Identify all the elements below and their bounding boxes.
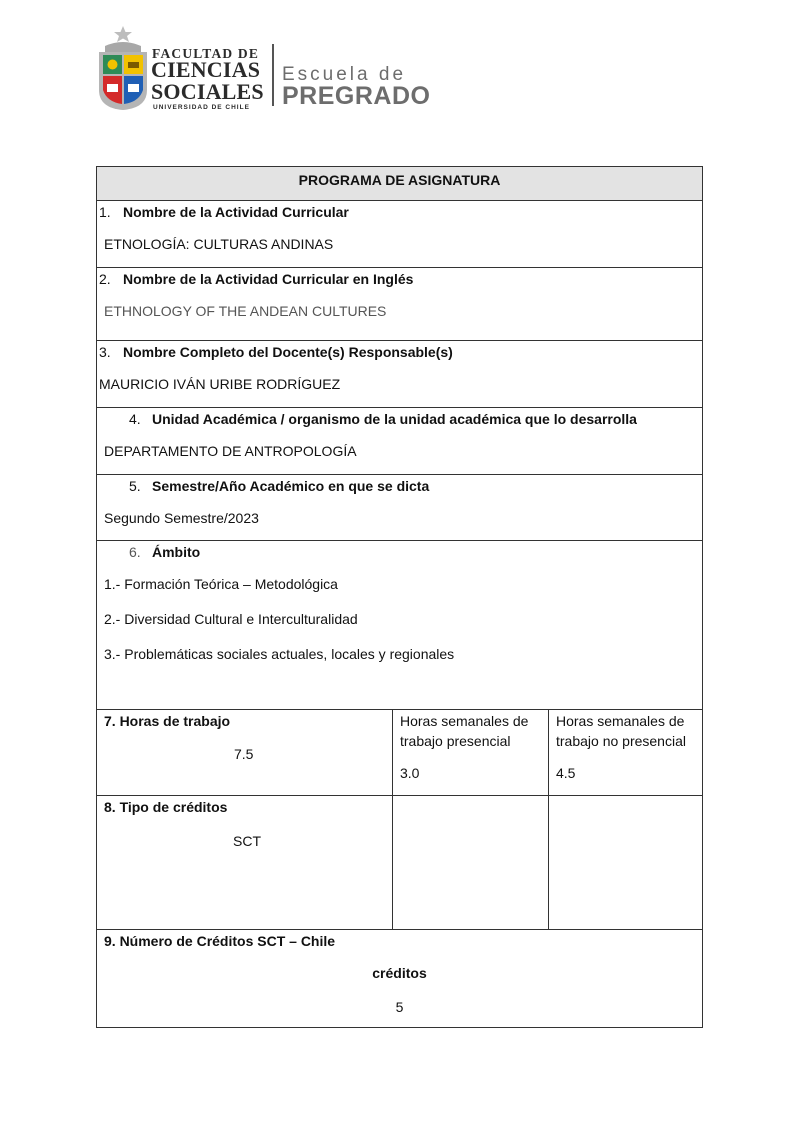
non-presencial-hours-label: Horas semanales de [556, 713, 685, 729]
scope-item: 2.- Diversidad Cultural e Interculturalidad [104, 611, 358, 627]
presencial-hours-label: trabajo presencial [400, 733, 511, 749]
credit-number-value: 5 [395, 999, 404, 1015]
divider [97, 474, 702, 475]
divider [97, 795, 702, 796]
section-number: 5. [129, 478, 141, 494]
course-program-form [96, 166, 703, 1028]
work-hours-total: 7.5 [234, 746, 254, 762]
section-label: Nombre de la Actividad Curricular [123, 204, 349, 220]
divider [97, 200, 702, 201]
section-number: 3. [99, 344, 111, 360]
academic-unit-value: DEPARTAMENTO DE ANTROPOLOGÍA [104, 443, 357, 459]
credit-type-label: 8. Tipo de créditos [104, 799, 228, 815]
form-title: PROGRAMA DE ASIGNATURA [298, 172, 501, 188]
section-number: 1. [99, 204, 111, 220]
section-label: Ámbito [152, 544, 201, 560]
semester-value: Segundo Semestre/2023 [104, 510, 259, 526]
presencial-hours-label: Horas semanales de [400, 713, 529, 729]
credit-number-label: 9. Número de Créditos SCT – Chile [104, 933, 336, 949]
work-hours-label: 7. Horas de trabajo [104, 713, 231, 729]
section-label: Nombre de la Actividad Curricular en Inglés [123, 271, 414, 287]
university-seal-icon [97, 24, 149, 112]
faculty-logo [97, 24, 437, 114]
column-divider [392, 709, 393, 929]
divider [97, 929, 702, 930]
section-number: 6. [129, 544, 141, 560]
section-label: Unidad Académica / organismo de la unidad académica que lo desarrolla [152, 411, 637, 427]
activity-name-english-value: ETHNOLOGY OF THE ANDEAN CULTURES [104, 303, 387, 319]
divider [97, 540, 702, 541]
section-number: 4. [129, 411, 141, 427]
section-label: Nombre Completo del Docente(s) Responsable(s) [123, 344, 453, 360]
section-number: 2. [99, 271, 111, 287]
activity-name-value: ETNOLOGÍA: CULTURAS ANDINAS [104, 236, 334, 252]
non-presencial-hours-value: 4.5 [556, 765, 576, 781]
non-presencial-hours-label: trabajo no presencial [556, 733, 686, 749]
school-line-1: Escuela de [282, 64, 407, 85]
divider [97, 709, 702, 710]
school-line-2: PREGRADO [282, 82, 431, 110]
section-label: Semestre/Año Académico en que se dicta [152, 478, 430, 494]
scope-item: 1.- Formación Teórica – Metodológica [104, 576, 338, 592]
presencial-hours-value: 3.0 [400, 765, 420, 781]
divider [97, 340, 702, 341]
column-divider [548, 709, 549, 929]
faculty-line-2: CIENCIAS [151, 57, 261, 82]
credit-type-value: SCT [233, 833, 261, 849]
credit-unit-label: créditos [372, 965, 427, 981]
divider [97, 407, 702, 408]
scope-item: 3.- Problemáticas sociales actuales, locales y regionales [104, 646, 455, 662]
divider [97, 267, 702, 268]
university-name: UNIVERSIDAD DE CHILE [153, 104, 250, 111]
faculty-line-3: SOCIALES [151, 79, 264, 104]
teacher-name-value: MAURICIO IVÁN URIBE RODRÍGUEZ [99, 376, 341, 392]
faculty-line-1: FACULTAD DE [152, 46, 260, 61]
logo-divider [272, 44, 274, 106]
